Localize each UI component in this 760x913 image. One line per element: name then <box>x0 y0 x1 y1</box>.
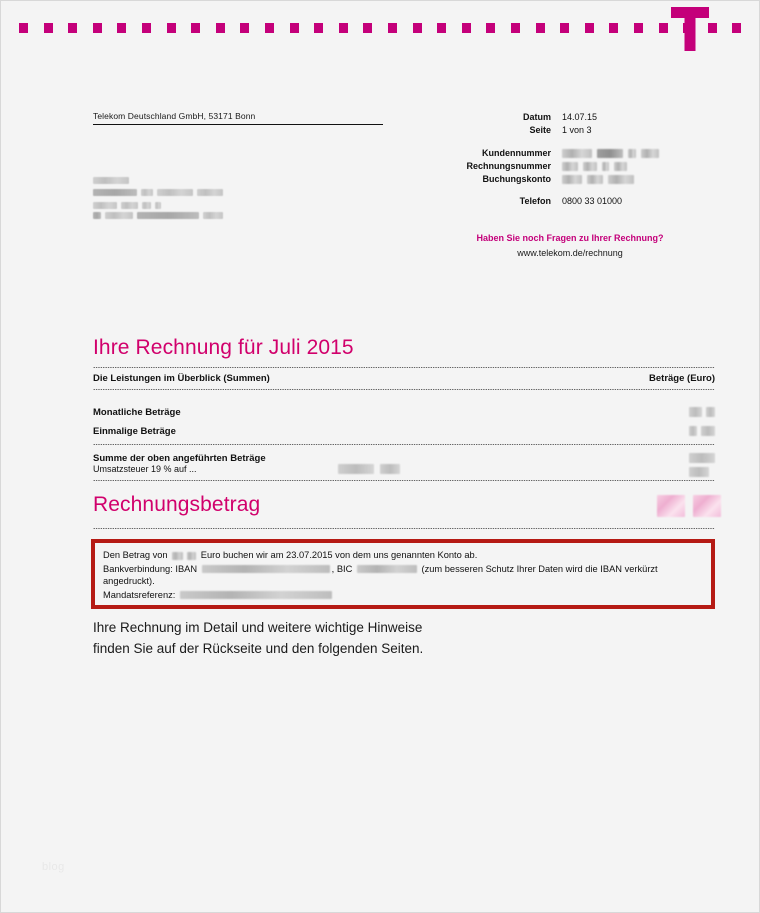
vat-label: Umsatzsteuer 19 % auf ... <box>93 464 197 474</box>
row-label-einmalige-betraege: Einmalige Beträge <box>93 426 176 437</box>
brand-dot <box>413 23 422 33</box>
brand-dot <box>462 23 471 33</box>
brand-dot <box>437 23 446 33</box>
brand-dot <box>240 23 249 33</box>
table-header-right: Beträge (Euro) <box>649 373 715 384</box>
direct-debit-line-1 <box>103 549 703 562</box>
meta-value-telefon: 0800 33 01000 <box>562 196 623 206</box>
telekom-t-logo-icon <box>670 5 710 53</box>
brand-dot <box>585 23 594 33</box>
table-row <box>93 407 715 418</box>
bank-note: (zum besseren Schutz Ihrer Daten wird die IBAN verkürzt angedruckt). <box>103 563 658 586</box>
closing-text <box>93 617 423 659</box>
brand-dot <box>536 23 545 33</box>
brand-dot <box>486 23 495 33</box>
brand-dot <box>314 23 323 33</box>
table-header-left: Die Leistungen im Überblick (Summen) <box>93 373 270 384</box>
direct-debit-mandate-line <box>103 589 703 602</box>
table-row <box>93 426 715 437</box>
mandate-label: Mandatsreferenz: <box>103 589 176 600</box>
meta-label-telefon: Telefon <box>519 196 551 206</box>
meta-label-kundennummer: Kundennummer <box>481 148 551 158</box>
faq-url[interactable]: www.telekom.de/rechnung <box>517 248 623 258</box>
total-amount-redacted <box>685 453 715 477</box>
meta-value-kundennummer-redacted <box>562 147 664 159</box>
direct-debit-line1-post: Euro buchen wir am 23.07.2015 von dem uns genannten Konto ab. <box>200 550 478 560</box>
recipient-address-redacted <box>93 177 303 222</box>
meta-row-datum <box>441 111 716 123</box>
bic-label: , BIC <box>331 563 353 574</box>
brand-dot <box>93 23 102 33</box>
invoice-meta-block <box>441 111 716 208</box>
table-header-row <box>93 373 715 384</box>
brand-dot <box>117 23 126 33</box>
direct-debit-bank-line <box>103 563 703 588</box>
divider-above-total <box>93 444 715 445</box>
sender-address-line: Telekom Deutschland GmbH, 53171 Bonn <box>93 111 383 125</box>
brand-dot <box>339 23 348 33</box>
brand-dot <box>142 23 151 33</box>
brand-dot <box>19 23 28 33</box>
meta-row-telefon <box>441 195 716 207</box>
brand-dot <box>609 23 618 33</box>
amount-section-value-redacted <box>649 495 721 517</box>
row-amount-einmalige-betraege-redacted <box>685 426 715 437</box>
brand-dot <box>388 23 397 33</box>
closing-line-1: Ihre Rechnung im Detail und weitere wichtige Hinweise <box>93 620 423 635</box>
meta-row-buchungskonto <box>441 173 716 185</box>
brand-dot <box>216 23 225 33</box>
divider-below-amount-headline <box>93 528 715 529</box>
meta-row-kundennummer <box>441 147 716 159</box>
brand-dot <box>44 23 53 33</box>
faq-question: Haben Sie noch Fragen zu Ihrer Rechnung? <box>476 233 664 243</box>
meta-value-seite: 1 von 3 <box>562 125 592 135</box>
brand-dot <box>659 23 668 33</box>
table-total-row <box>93 453 715 477</box>
meta-label-rechnungsnummer: Rechnungsnummer <box>466 161 551 171</box>
total-label: Summe der oben angeführten Beträge <box>93 453 266 464</box>
brand-dot <box>290 23 299 33</box>
brand-dot <box>634 23 643 33</box>
bank-label: Bankverbindung: IBAN <box>103 563 198 574</box>
divider-below-table-head <box>93 389 715 390</box>
row-label-monatliche-betraege: Monatliche Beträge <box>93 407 181 418</box>
meta-value-buchungskonto-redacted <box>562 173 639 185</box>
brand-dot <box>732 23 741 33</box>
brand-dot <box>191 23 200 33</box>
meta-row-rechnungsnummer <box>441 160 716 172</box>
meta-label-seite: Seite <box>529 125 551 135</box>
meta-value-datum: 14.07.15 <box>562 112 598 122</box>
meta-value-rechnungsnummer-redacted <box>562 160 632 172</box>
closing-line-2: finden Sie auf der Rückseite und den folgenden Seiten. <box>93 641 424 656</box>
amount-section-headline: Rechnungsbetrag <box>93 493 261 516</box>
brand-dot <box>511 23 520 33</box>
meta-label-datum: Datum <box>522 112 551 122</box>
brand-dot <box>265 23 274 33</box>
direct-debit-line1-pre: Den Betrag von <box>103 550 168 560</box>
page-watermark: blog <box>42 861 65 873</box>
divider-above-table-head <box>93 367 715 368</box>
meta-label-buchungskonto: Buchungskonto <box>482 174 551 184</box>
brand-dot <box>68 23 77 33</box>
invoice-headline: Ihre Rechnung für Juli 2015 <box>93 336 354 359</box>
row-amount-monatliche-betraege-redacted <box>685 407 715 418</box>
direct-debit-notice-box <box>91 539 715 609</box>
divider-below-total <box>93 480 715 481</box>
brand-dot <box>363 23 372 33</box>
meta-row-seite <box>441 124 716 136</box>
brand-dot <box>167 23 176 33</box>
telekom-dot-strip <box>1 23 760 35</box>
brand-dot <box>560 23 569 33</box>
